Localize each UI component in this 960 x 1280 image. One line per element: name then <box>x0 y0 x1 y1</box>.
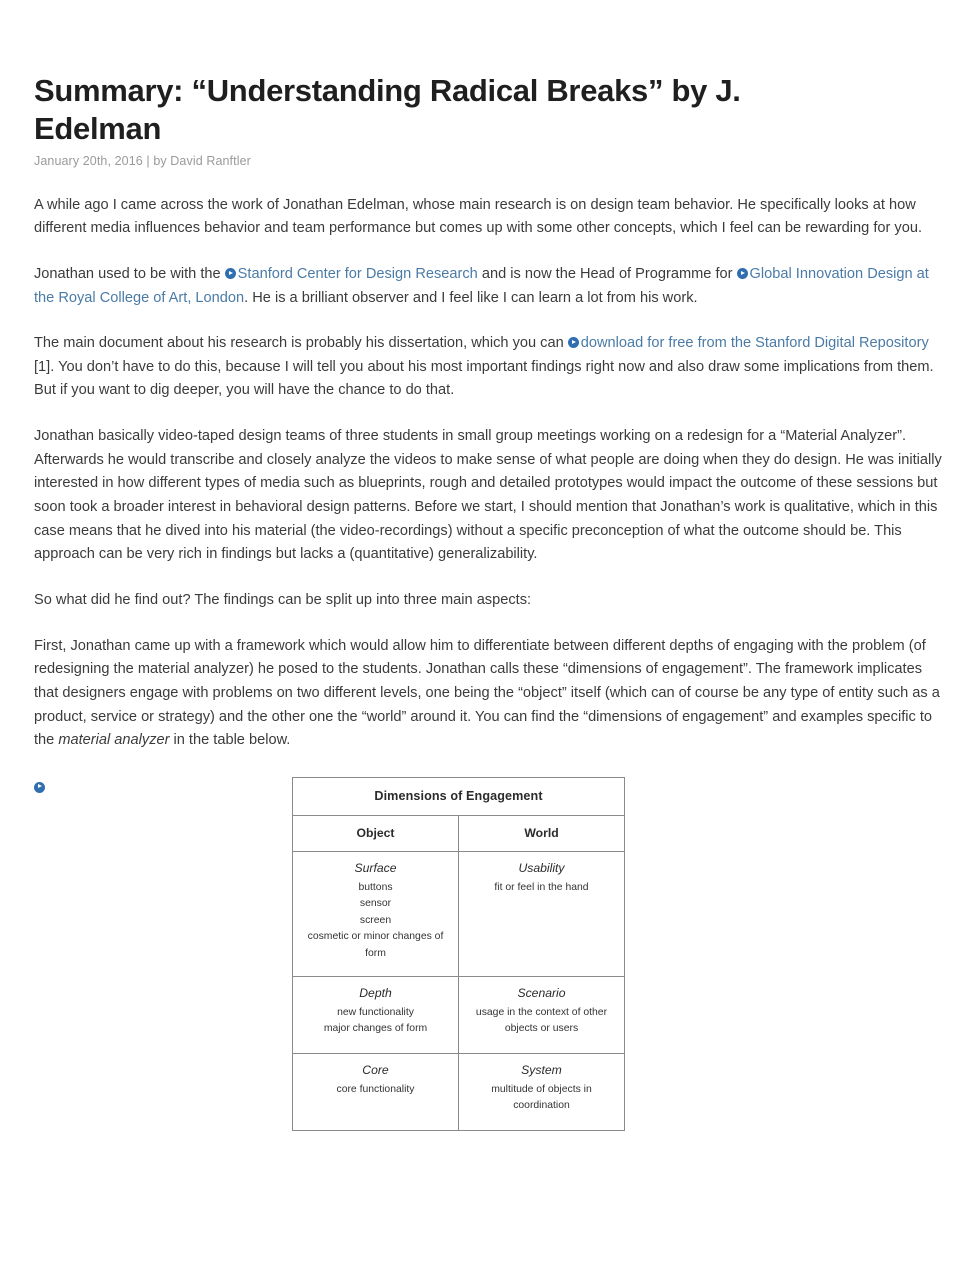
item-surface-1: buttons <box>358 882 393 893</box>
dimensions-of-engagement-table <box>292 777 625 1131</box>
term-core: Core <box>362 1063 389 1077</box>
item-surface-3: screen <box>359 914 392 926</box>
paragraph-intro-text: A while ago I came across the work of Jonathan Edelman, whose main research is on design team behavior. He specifically looks at how different media influences behavior and team performance but comes up with some other concepts, which I feel can be rewarding for you. <box>34 196 923 237</box>
cell-object-depth <box>293 977 459 1054</box>
column-header-object: Object <box>293 816 459 852</box>
term-depth: Depth <box>359 986 392 1000</box>
column-header-world: World <box>459 816 625 852</box>
paragraph-framework <box>34 635 946 753</box>
dissertation-text-before: The main document about his research is probably his dissertation, which you can <box>34 335 568 352</box>
table-title: Dimensions of Engagement <box>293 778 625 816</box>
term-scenario: Scenario <box>517 986 566 1000</box>
external-link-icon <box>568 337 579 348</box>
item-core-1: core functionality <box>336 1084 415 1095</box>
cell-object-core <box>293 1054 459 1131</box>
paragraph-methodology <box>34 425 946 567</box>
item-depth-1: new functionality <box>337 1007 414 1018</box>
cell-object-surface <box>293 852 459 977</box>
external-link-icon <box>737 268 748 279</box>
item-scenario-1: usage in the context of other objects or users <box>475 1007 608 1035</box>
link-global-innovation-design[interactable]: Global Innovation Design at the Royal College of Art, London <box>34 265 929 306</box>
table-row <box>293 977 625 1054</box>
dimensions-table-wrapper <box>292 777 625 1131</box>
item-system-1: multitude of objects in coordination <box>491 1084 592 1112</box>
term-usability: Usability <box>518 861 565 875</box>
table-title-row <box>293 778 625 816</box>
table-header-row <box>293 816 625 852</box>
article-content <box>34 72 946 815</box>
dissertation-text-after: [1]. You don’t have to do this, because I will tell you about his most important findings right now and also draw some implications from them. But if you want to dig deeper, you will have the chance to do that. <box>34 358 934 399</box>
item-surface-2: sensor <box>359 898 392 910</box>
framework-text-after: in the table below. <box>169 732 291 749</box>
cell-world-usability <box>459 852 625 977</box>
methodology-text: Jonathan basically video-taped design teams of three students in small group meetings working on a redesign for a “Material Analyzer”. Afterwards he would transcribe and closely analyze the videos to make sense of what people are doing when they do design. He was initially interested in how different types of media such as blueprints, rough and detailed prototypes would impact the outcome of these sessions but soon took a broader interest in behavioral design patterns. Before we start, I should mention that Jonathan’s work is qualitative, which in this case means that he dived into his material (the video-recordings) without a specific preconception of what the outcome should be. This approach can be very rich in findings but lacks a (quantitative) generalizability. <box>34 428 942 563</box>
cell-world-scenario <box>459 977 625 1054</box>
table-row <box>293 852 625 977</box>
external-link-icon <box>225 268 236 279</box>
item-surface-4: cosmetic or minor changes of form <box>307 931 444 959</box>
page-title: Summary: “Understanding Radical Breaks” by J. Edelman <box>34 73 741 146</box>
findings-lead-text: So what did he find out? The findings can be split up into three main aspects: <box>34 591 532 608</box>
affiliation-text-middle: and is now the Head of Programme for <box>477 265 737 282</box>
external-link-icon[interactable] <box>34 782 45 793</box>
term-surface: Surface <box>354 861 397 875</box>
paragraph-dissertation <box>34 332 946 403</box>
affiliation-text-after: . He is a brilliant observer and I feel like I can learn a lot from his work. <box>244 289 698 306</box>
paragraph-affiliation <box>34 263 946 310</box>
link-download-dissertation[interactable]: download for free from the Stanford Digital Repository <box>580 335 929 352</box>
item-depth-2: major changes of form <box>323 1023 428 1035</box>
term-system: System <box>521 1063 562 1077</box>
table-row <box>293 1054 625 1131</box>
framework-text-before: First, Jonathan came up with a framework which would allow him to differentiate between different depths of engaging with the problem (of redesigning the material analyzer) he posed to the students. Jonathan calls these “dimensions of engagement”. The framework implicates that designers engage with problems on two different levels, one being the “object” itself (which can of course be any type of entity such as a product, service or strategy) and the other one the “world” around it. You can find the “dimensions of engagement” and examples specific to the <box>34 637 940 749</box>
paragraph-intro <box>34 194 946 241</box>
cell-world-system <box>459 1054 625 1131</box>
affiliation-text-before: Jonathan used to be with the <box>34 265 225 282</box>
paragraph-findings-lead <box>34 589 946 613</box>
link-stanford-center[interactable]: Stanford Center for Design Research <box>237 265 478 282</box>
item-usability-1: fit or feel in the hand <box>494 882 589 893</box>
post-meta: January 20th, 2016 | by David Ranftler <box>34 153 251 168</box>
framework-emphasis: material analyzer <box>58 732 170 749</box>
